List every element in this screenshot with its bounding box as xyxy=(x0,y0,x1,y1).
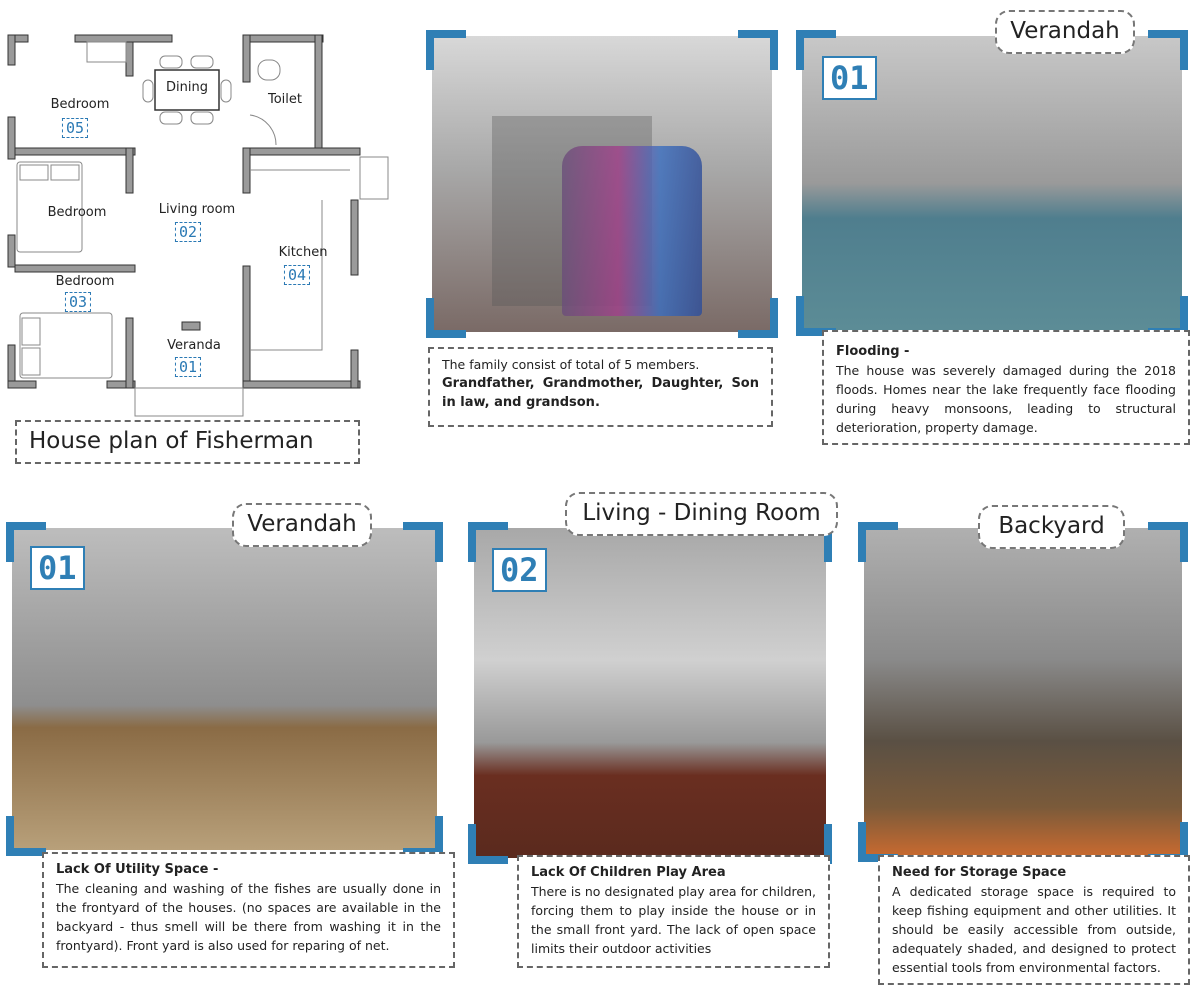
room-label-dining: Dining xyxy=(166,80,208,95)
room-label-veranda: Veranda xyxy=(167,338,221,353)
utility-space-caption xyxy=(42,852,455,968)
backyard-photo xyxy=(864,528,1182,856)
storage-caption xyxy=(878,855,1190,985)
family-caption-text: The family consist of total of 5 members. xyxy=(442,357,700,372)
room-number-05: 05 xyxy=(62,118,88,138)
room-label-bedroom-03: Bedroom xyxy=(55,274,115,289)
floor-plan xyxy=(0,0,400,420)
room-label-toilet: Toilet xyxy=(267,92,303,107)
room-number-02: 02 xyxy=(175,222,201,242)
storage-text: A dedicated storage space is required to keep fishing equipment and other utilities. It should be easily accessible from outside, adequately shaded, and designed to protect essential tools from environmental factors. xyxy=(892,884,1176,975)
family-caption-members: Grandfather, Grandmother, Daughter, Son in law, and grandson. xyxy=(442,376,759,410)
utility-space-title: Lack Of Utility Space - xyxy=(56,862,219,877)
flooding-text: The house was severely damaged during the 2018 floods. Homes near the lake frequently face flooding during heavy monsoons, leading to structural deterioration, property damage. xyxy=(836,363,1176,435)
storage-title: Need for Storage Space xyxy=(892,865,1067,880)
label-verandah-top: Verandah xyxy=(995,10,1135,54)
family-caption xyxy=(428,347,773,427)
room-number-03: 03 xyxy=(65,292,91,312)
room-number-04: 04 xyxy=(284,265,310,285)
badge-01-top: 01 xyxy=(822,56,877,100)
play-area-text: There is no designated play area for children, forcing them to play inside the house or in the small front yard. The lack of open space limits their outdoor activities xyxy=(531,884,816,956)
flooding-caption xyxy=(822,330,1190,445)
badge-02: 02 xyxy=(492,548,547,592)
family-photo xyxy=(432,36,772,332)
label-verandah: Verandah xyxy=(232,503,372,547)
label-backyard: Backyard xyxy=(978,505,1125,549)
label-living-dining: Living - Dining Room xyxy=(565,492,838,536)
room-label-bedroom: Bedroom xyxy=(47,205,107,220)
room-label-living-room: Living room xyxy=(158,202,236,217)
flooding-title: Flooding - xyxy=(836,344,910,359)
badge-01: 01 xyxy=(30,546,85,590)
room-label-kitchen: Kitchen xyxy=(278,245,328,260)
plan-title: House plan of Fisherman xyxy=(15,420,360,464)
room-label-bedroom-05: Bedroom xyxy=(50,97,110,112)
play-area-caption xyxy=(517,855,830,968)
room-number-01: 01 xyxy=(175,357,201,377)
family-figures xyxy=(562,146,702,316)
utility-space-text: The cleaning and washing of the fishes are usually done in the frontyard of the houses. (no spaces are available in the backyard - thus smell will be there from washing it in the frontyard). Front yard is also used for reparing of net. xyxy=(56,881,441,953)
play-area-title: Lack Of Children Play Area xyxy=(531,865,726,880)
